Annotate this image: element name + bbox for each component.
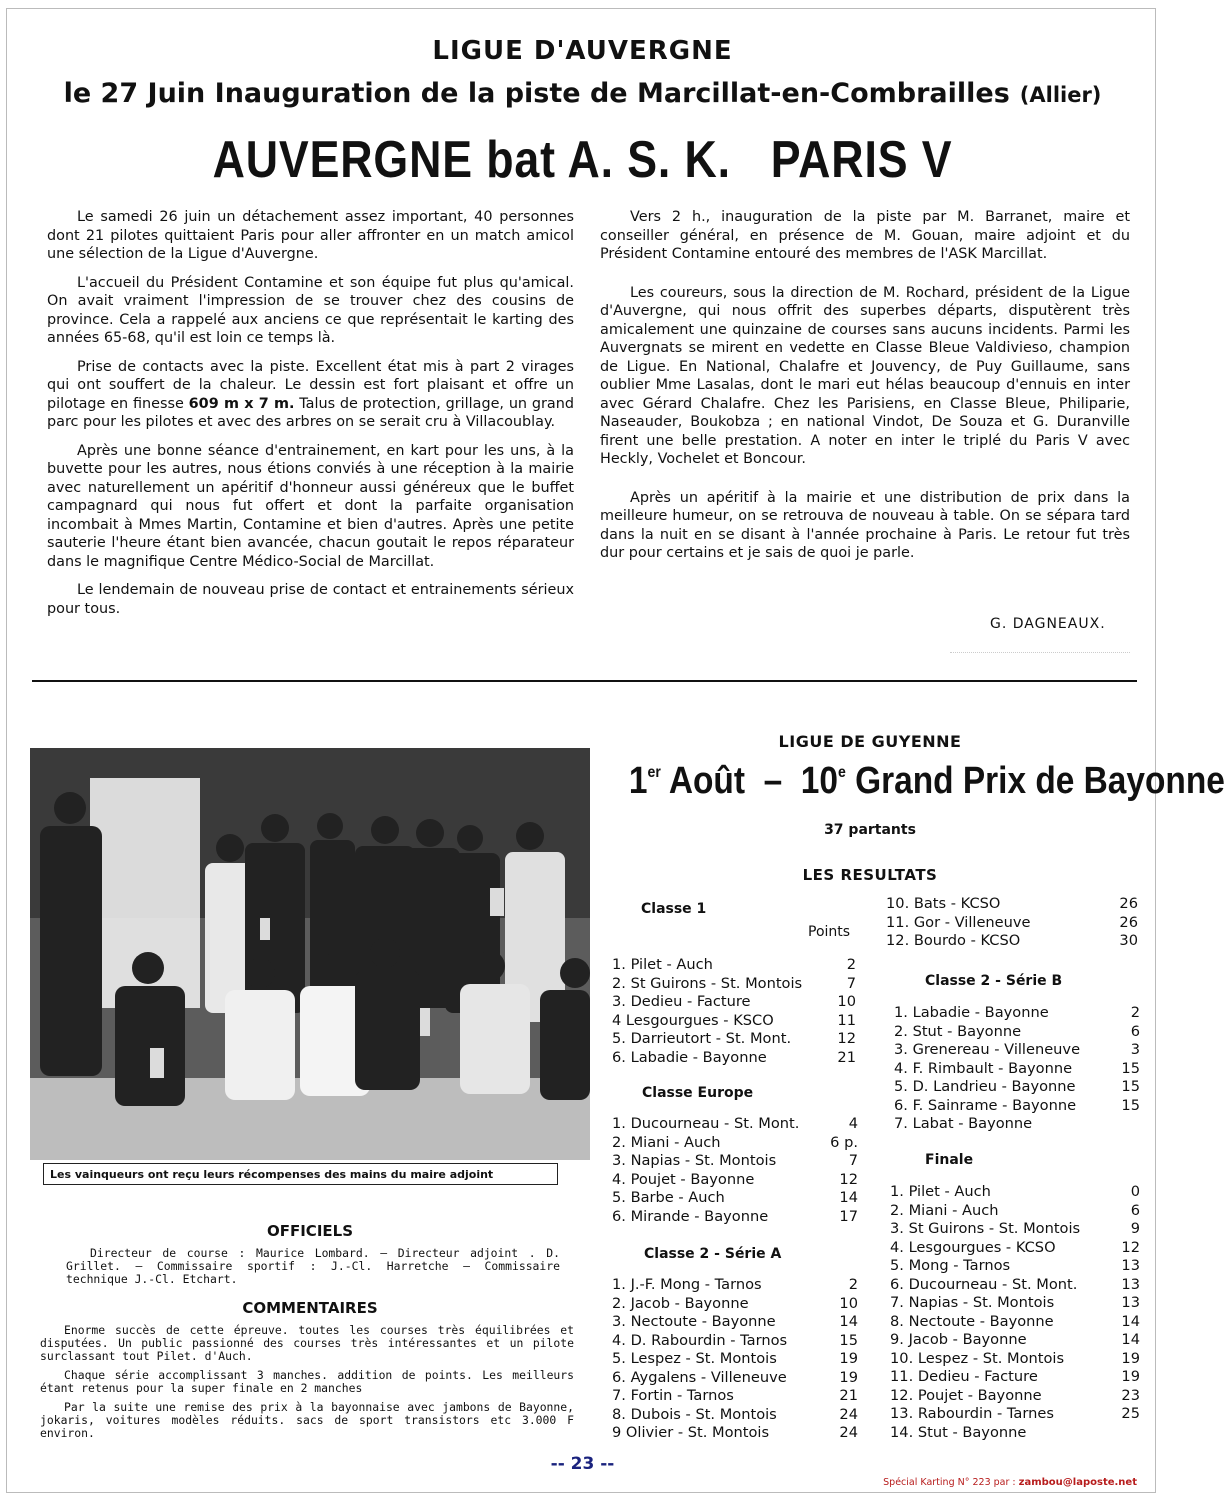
result-name: 1. Labadie - Bayonne [894,1004,1049,1021]
article-paragraph: Les coureurs, sous la direction de M. Rochard, président de la Ligue d'Auvergne, qui nous offrit des superbes départs, disputèrent très amicalement une quinzaine de courses sans aucuns incidents. Parmi les Auvergnats se mirent en vedette en Classe Bleue Valdivieso, champion de Ligue. En National, Chalafre et Jouvency, de Puy Guillaume, sans oublier Mme Lasalas, dont le mari eut hélas beaucoup d'ennuis en inter avec Gérard Chalafre. Chez les Parisiens, en Classe Bleue, Philiparie, Naseauder, Boukobza ; en national Vindot, De Souza et G. Duranville firent une belle prestation. A noter en inter le triplé du Paris V avec Heckly, Vochelet et Boncour. [600,284,1130,467]
result-name: 3. Dedieu - Facture [612,993,751,1010]
result-name: 6. Ducourneau - St. Mont. [890,1275,1078,1293]
results-title: LES RESULTATS [802,866,938,884]
result-name: 4. D. Rabourdin - Tarnos [612,1331,788,1349]
result-points: 21 [839,1387,858,1404]
gp-title-part: Août – 10 [660,760,838,802]
result-points: 26 [1119,913,1138,931]
result-points: 14 [839,1313,858,1330]
result-row [886,932,1138,951]
article-paragraph: Le lendemain de nouveau prise de contact et entrainements sérieux pour tous. [47,582,574,617]
result-row [612,975,856,994]
result-row [890,1183,1140,1202]
result-name: 14. Stut - Bayonne [890,1423,1027,1441]
result-name: 2. Jacob - Bayonne [612,1294,749,1312]
result-points: 0 [1130,1183,1140,1200]
result-row [886,914,1138,933]
result-row [890,1350,1140,1369]
result-name: 6. Aygalens - Villeneuve [612,1368,787,1386]
serieA-title: Classe 2 - Série A [644,1246,782,1262]
footer-email: zambou@laposte.net [1018,1477,1137,1488]
result-row [612,1134,858,1153]
result-row [612,1332,858,1351]
result-name: 4. Lesgourgues - KCSO [890,1238,1056,1256]
europe-title: Classe Europe [642,1085,754,1101]
commentaires-title: COMMENTAIRES [242,1299,378,1317]
result-row [612,993,856,1012]
result-row [612,1350,858,1369]
result-name: 6. F. Sainrame - Bayonne [894,1096,1077,1114]
result-points: 15 [1121,1078,1140,1095]
result-points: 17 [839,1207,858,1225]
league-title: LIGUE D'AUVERGNE [432,36,733,66]
result-name: 1. Ducourneau - St. Mont. [612,1115,800,1132]
result-points: 2 [846,956,856,973]
gp-title-part: 1 [628,760,648,802]
article-paragraph: Le samedi 26 juin un détachement assez important, 40 personnes dont 21 pilotes quittaient Paris pour aller affronter en un match amicol une sélection de la Ligue d'Auvergne. [47,209,574,262]
result-row [612,1030,856,1049]
result-name: 5. Barbe - Auch [612,1189,725,1206]
article-paragraph-track [47,358,574,432]
result-name: 1. J.-F. Mong - Tarnos [612,1276,762,1293]
result-row [890,1405,1140,1424]
result-name: 7. Labat - Bayonne [894,1115,1033,1132]
commentaires-paragraph: Chaque série accomplissant 3 manches. addition de points. Les meilleurs étant retenus pour la super finale en 2 manches [40,1368,574,1395]
track-text-before: Prise de contacts avec la piste. Excellent état mis à part 2 virages qui ont souffert de la chaleur. Le dessin est fort plaisant et offre un pilotage en finesse [47,358,574,412]
result-row [612,956,856,975]
result-row [886,895,1138,914]
result-points: 12 [1121,1238,1140,1256]
result-name: 1. Pilet - Auch [890,1183,991,1200]
result-row [612,1208,858,1227]
officiels-title: OFFICIELS [266,1222,354,1240]
result-points: 26 [1119,895,1138,912]
result-row [612,1012,856,1031]
result-row [890,1331,1140,1350]
result-points: 12 [837,1030,856,1047]
gp-title-sup: e [837,764,846,781]
result-name: 4 Lesgourgues - KSCO [612,1011,774,1029]
result-row [894,1004,1140,1023]
result-name: 10. Lespez - St. Montois [890,1349,1065,1367]
officiels-text [66,1247,560,1292]
result-points: 19 [839,1368,858,1386]
result-points: 9 [1130,1220,1140,1237]
result-points: 21 [837,1048,856,1066]
result-row [612,1387,858,1406]
points-label: Points [808,924,851,940]
article-signature: G. DAGNEAUX. [990,616,1106,632]
serieA-cont-list [886,895,1138,951]
group-photo [30,748,590,1160]
result-name: 10. Bats - KCSO [886,895,1001,912]
result-points: 15 [839,1331,858,1349]
result-row [612,1049,856,1068]
result-row [612,1276,858,1295]
commentaires-paragraph: Par la suite une remise des prix à la bayonnaise avec jambons de Bayonne, jokaris, voitures modèles réduits. sacs de sport transistors etc 3.000 F environ. [40,1400,574,1440]
result-name: 12. Bourdo - KCSO [886,932,1021,949]
result-points: 2 [848,1276,858,1293]
result-row [890,1220,1140,1239]
classe1-list [612,956,856,1067]
footer-credit-prefix: Spécial Karting N° 223 par : [883,1477,1019,1488]
result-row [894,1041,1140,1060]
result-row [894,1060,1140,1079]
result-row [612,1189,858,1208]
result-points: 30 [1119,932,1138,949]
result-name: 5. Mong - Tarnos [890,1257,1011,1274]
main-headline: AUVERGNE bat A. S. K. PARIS V [212,131,953,189]
result-name: 8. Dubois - St. Montois [612,1405,777,1423]
result-name: 12. Poujet - Bayonne [890,1386,1042,1404]
result-name: 6. Labadie - Bayonne [612,1048,767,1066]
article-paragraph: Après un apéritif à la mairie et une distribution de prix dans la meilleure humeur, on se retrouva de nouveau à table. On se sépara tard dans la nuit en se disant à l'année prochaine à Paris. Le retour fut très dur pour certains et je sais de quoi je parle. [600,489,1130,561]
result-points: 19 [839,1350,858,1367]
result-row [612,1424,858,1443]
result-row [612,1295,858,1314]
result-name: 4. F. Rimbault - Bayonne [894,1059,1073,1077]
result-name: 1. Pilet - Auch [612,956,713,973]
article-paragraph: Vers 2 h., inauguration de la piste par M. Barranet, maire et conseiller général, en présence de M. Gouan, maire adjoint et du Président Contamine entouré des membres de l'ASK Marcillat. [600,209,1130,262]
result-points: 7 [848,1152,858,1169]
result-points: 10 [839,1294,858,1312]
photo-caption: Les vainqueurs ont reçu leurs récompenses des mains du maire adjoint [43,1163,558,1185]
result-points: 6 [1130,1022,1140,1040]
result-name: 13. Rabourdin - Tarnes [890,1405,1054,1422]
finale-list [890,1183,1140,1442]
section-separator [32,680,1137,682]
result-name: 7. Fortin - Tarnos [612,1387,734,1404]
result-row [890,1257,1140,1276]
article-left-column [47,208,574,628]
result-name: 2. Stut - Bayonne [894,1022,1022,1040]
result-points: 19 [1121,1349,1140,1367]
group-photo-drawing [30,748,590,1160]
page-number: -- 23 -- [550,1454,615,1474]
result-name: 5. Lespez - St. Montois [612,1350,777,1367]
result-points: 23 [1121,1386,1140,1404]
result-row [612,1313,858,1332]
article-paragraph: Après une bonne séance d'entrainement, en kart pour les uns, à la buvette pour les autres, nous étions conviés à une réception à la mairie avec naturellement un apéritif d'honneur aussi généreux que le buffet campagnard qui nous fut offert et dont la parfaite organisation incombait à Mmes Martin, Contamine et bien d'autres. Après une petite sauterie l'heure étant bien avancée, chacun goutait le repos réparateur dans le magnifique Centre Médico-Social de Marcillat. [47,442,574,570]
result-row [612,1171,858,1190]
result-points: 3 [1130,1041,1140,1058]
article-right-column [600,208,1130,573]
europe-list [612,1115,858,1226]
result-row [890,1368,1140,1387]
commentaires-text [40,1324,574,1446]
commentaires-paragraph: Enorme succès de cette épreuve. toutes les courses très équilibrées et disputées. Un public passionné des courses très intéressantes et un pilote surclassant tout Pilet. d'Auch. [40,1323,574,1363]
result-name: 3. Nectoute - Bayonne [612,1313,776,1330]
result-name: 8. Nectoute - Bayonne [890,1312,1054,1330]
result-row [890,1276,1140,1295]
result-name: 6. Mirande - Bayonne [612,1207,769,1225]
result-name: 2. St Guirons - St. Montois [612,974,803,992]
result-name: 11. Gor - Villeneuve [886,913,1031,931]
article-paragraph: L'accueil du Président Contamine et son équipe fut plus qu'amical. On avait vraiment l'impression de se trouver chez des cousins de province. Cela a rappelé aux anciens ce que représentait le karting des années 65-68, qu'il est loin ce temps là. [47,274,574,346]
result-name: 4. Poujet - Bayonne [612,1170,755,1188]
result-points: 7 [846,974,856,992]
result-points: 4 [848,1115,858,1132]
result-points: 6 p. [830,1133,858,1151]
result-row [890,1424,1140,1443]
result-points: 24 [839,1424,858,1441]
result-row [894,1097,1140,1116]
track-text-after: Talus de protection, grillage, un grand parc pour les pilotes et avec des arbres on se serait cru à Villacoublay. [47,395,574,430]
result-row [890,1202,1140,1221]
gp-title-sup: er [647,764,661,781]
finale-title: Finale [925,1152,974,1168]
result-row [612,1369,858,1388]
result-points: 25 [1121,1405,1140,1422]
result-points: 6 [1130,1201,1140,1219]
result-row [890,1294,1140,1313]
officiels-paragraph: Directeur de course : Maurice Lombard. — Directeur adjoint . D. Grillet. — Commissaire sportif : J.-Cl. Harretche — Commissaire technique J.-Cl. Etchart. [66,1246,560,1286]
result-name: 9. Jacob - Bayonne [890,1331,1027,1348]
inauguration-text: le 27 Juin Inauguration de la piste de Marcillat-en-Combrailles [63,78,1010,109]
result-points: 24 [839,1405,858,1423]
result-name: 11. Dedieu - Facture [890,1368,1038,1385]
result-points: 19 [1121,1368,1140,1385]
faint-rule [950,652,1130,653]
result-name: 5. Darrieutort - St. Mont. [612,1030,792,1047]
participants-count: 37 partants [824,822,916,838]
result-points: 13 [1121,1257,1140,1274]
result-name: 3. Napias - St. Montois [612,1152,777,1169]
result-points: 14 [1121,1331,1140,1348]
serieB-list [894,1004,1140,1134]
result-name: 9 Olivier - St. Montois [612,1424,770,1441]
result-row [890,1239,1140,1258]
result-points: 12 [839,1170,858,1188]
result-name: 2. Miani - Auch [612,1133,721,1151]
serieA-list [612,1276,858,1443]
result-row [894,1023,1140,1042]
result-row [612,1152,858,1171]
result-row [894,1115,1140,1134]
result-name: 3. St Guirons - St. Montois [890,1220,1081,1237]
result-points: 14 [839,1189,858,1206]
result-name: 7. Napias - St. Montois [890,1294,1055,1311]
grand-prix-title [628,760,1225,803]
classe1-title: Classe 1 [641,901,707,917]
result-name: 5. D. Landrieu - Bayonne [894,1078,1076,1095]
gp-title-part: Grand Prix de Bayonne [845,760,1225,802]
inauguration-title [0,78,1165,109]
result-row [612,1406,858,1425]
result-points: 2 [1130,1004,1140,1021]
result-points: 13 [1121,1294,1140,1311]
footer-credit [883,1477,1137,1488]
result-points: 15 [1121,1096,1140,1114]
result-row [612,1115,858,1134]
result-name: 3. Grenereau - Villeneuve [894,1041,1081,1058]
result-row [894,1078,1140,1097]
result-name: 2. Miani - Auch [890,1201,999,1219]
result-points: 13 [1121,1275,1140,1293]
result-row [890,1313,1140,1332]
track-dimensions: 609 m x 7 m. [188,395,295,412]
result-points: 15 [1121,1059,1140,1077]
serieB-title: Classe 2 - Série B [925,973,1063,989]
result-points: 10 [837,993,856,1010]
inauguration-region: (Allier) [1019,83,1102,107]
guyenne-league-title: LIGUE DE GUYENNE [778,732,962,751]
result-row [890,1387,1140,1406]
result-points: 14 [1121,1312,1140,1330]
result-points: 11 [837,1011,856,1029]
